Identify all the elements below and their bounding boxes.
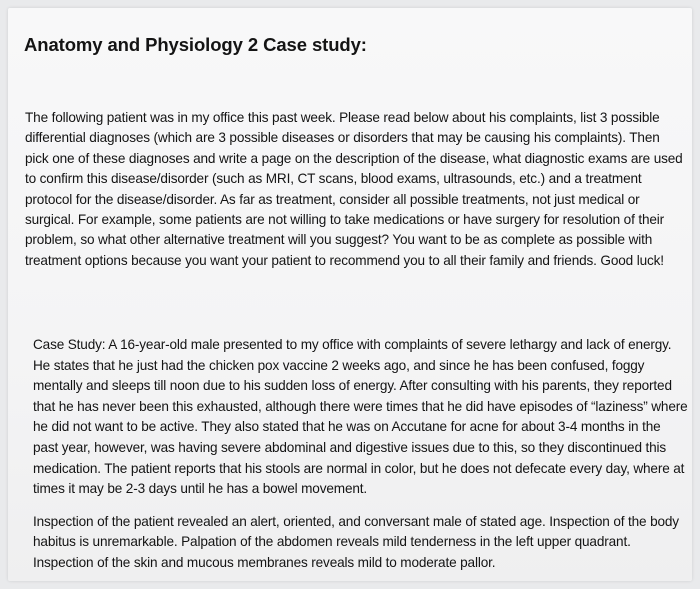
instructions-paragraph: The following patient was in my office this past week. Please read below about his complaints, list 3 possible differential diagnoses (which are 3 possible diseases or disorders that may be causing his complaints). Then pick one of these diagnoses and write a page on the description of the disease, what diagnostic exams are used to confirm this disease/disorder (such as MRI, CT scans, blood exams, ultrasounds, etc.) and a treatment protocol for the disease/disorder. As far as treatment, consider all possible treatments, not just medical or surgical. For example, some patients are not willing to take medications or have surgery for resolution of their problem, so what other alternative treatment will you suggest? You want to be as complete as possible with treatment options because you want your patient to recommend you to all their family and friends. Good luck! bbox=[25, 110, 683, 268]
document-title: Anatomy and Physiology 2 Case study: bbox=[24, 34, 367, 55]
inspection-paragraph: Inspection of the patient revealed an alert, oriented, and conversant male of stated age. Inspection of the body habitus is unremarkable. Palpation of the abdomen reveals mild tenderness in the left upper quadrant. Inspection of the skin and mucous membranes reveals mild to moderate pallor. bbox=[33, 514, 679, 570]
case-study-paragraph: Case Study: A 16-year-old male presented to my office with complaints of severe lethargy and lack of energy. He states that he just had the chicken pox vaccine 2 weeks ago, and since he has been confused, foggy mentally and sleeps till noon due to his sudden loss of energy. After consulting with his parents, they reported that he has never been this exhausted, although there were times that he did have episodes of “laziness” where he did not want to be active. They also stated that he was on Accutane for acne for about 3-4 months in the past year, however, was having severe abdominal and digestive issues due to this, so they discontinued this medication. The patient reports that his stools are normal in color, but he does not defecate every day, where at times it may be 2-3 days until he has a bowel movement. bbox=[33, 337, 688, 497]
document-page bbox=[8, 8, 692, 581]
